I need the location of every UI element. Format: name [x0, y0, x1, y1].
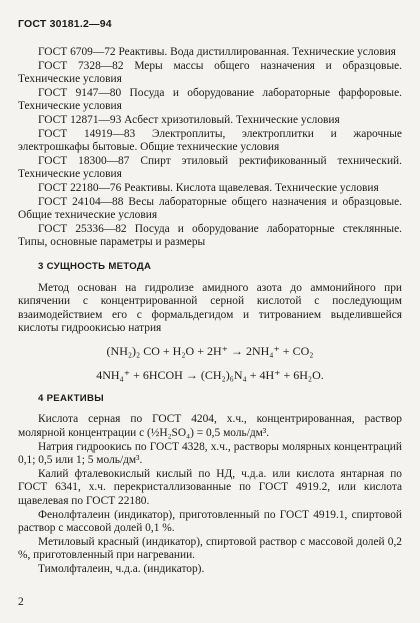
reference-item: ГОСТ 24104—88 Весы лабораторные общего назначения и образцовые. Общие технические условия [18, 195, 402, 222]
section-4-heading: 4 РЕАКТИВЫ [38, 392, 104, 404]
reagent-item: Тимолфталеин, ч.д.а. (индикатор). [38, 563, 205, 575]
reference-item: ГОСТ 14919—83 Электроплиты, электроплитки и жарочные электрошкафы бытовые. Общие технические условия [18, 127, 402, 154]
reference-item: ГОСТ 12871—93 Асбест хризотиловый. Технические условия [38, 113, 340, 126]
reference-item: ГОСТ 6709—72 Реактивы. Вода дистиллированная. Технические условия [38, 46, 396, 58]
reagent-item: Натрия гидроокись по ГОСТ 4328, х.ч., растворы молярных концентраций 0,1; 0,5 или 1; 5 моль/дм³. [18, 440, 402, 467]
reagent-item: Калий фталевокислый кислый по НД, ч.д.а. или кислота янтарная по ГОСТ 6341, х.ч. перекристаллизованные по ГОСТ 4919.2, или кислота щавелевая по ГОСТ 22180. [18, 467, 402, 508]
reference-item: ГОСТ 22180—76 Реактивы. Кислота щавелевая. Технические условия [38, 181, 379, 194]
section-3-paragraph: Метод основан на гидролизе амидного азота до аммонийного при кипячении с концентрированной серной кислотой с последующим взаимодействием его с формальдегидом и титрованием выделившейся кислоты гидроокисью натрия [18, 281, 402, 335]
reagent-item: Кислота серная по ГОСТ 4204, х.ч., концентрированная, раствор молярной концентрации c (½H₂SO₄) = 0,5 моль/дм³. [18, 413, 402, 440]
equation-1: (NH₂)₂ CO + H₂O + 2H⁺ → 2NH₄⁺ + CO₂ [106, 343, 314, 358]
reference-item: ГОСТ 7328—82 Меры массы общего назначения и образцовые. Технические условия [18, 59, 402, 86]
reference-item: ГОСТ 9147—80 Посуда и оборудование лабораторные фарфоровые. Технические условия [18, 86, 402, 113]
section-3-heading: 3 СУЩНОСТЬ МЕТОДА [38, 260, 152, 272]
equation-2: 4NH₄⁺ + 6HCOH → (CH₂)₆N₄ + 4H⁺ + 6H₂O. [96, 367, 324, 382]
document-header: ГОСТ 30181.2—94 [18, 18, 112, 30]
reference-item: ГОСТ 25336—82 Посуда и оборудование лабораторные стеклянные. Типы, основные параметры и размеры [18, 222, 402, 249]
document-body [18, 46, 402, 577]
page-number: 2 [18, 596, 24, 608]
reference-item: ГОСТ 18300—87 Спирт этиловый ректификованный технический. Технические условия [18, 154, 402, 181]
reagent-item: Метиловый красный (индикатор), спиртовой раствор с массовой долей 0,2 %, приготовленный при нагревании. [18, 535, 402, 562]
reagent-item: Фенолфталеин (индикатор), приготовленный по ГОСТ 4919.1, спиртовой раствор с массовой долей 0,1 %. [18, 508, 402, 535]
